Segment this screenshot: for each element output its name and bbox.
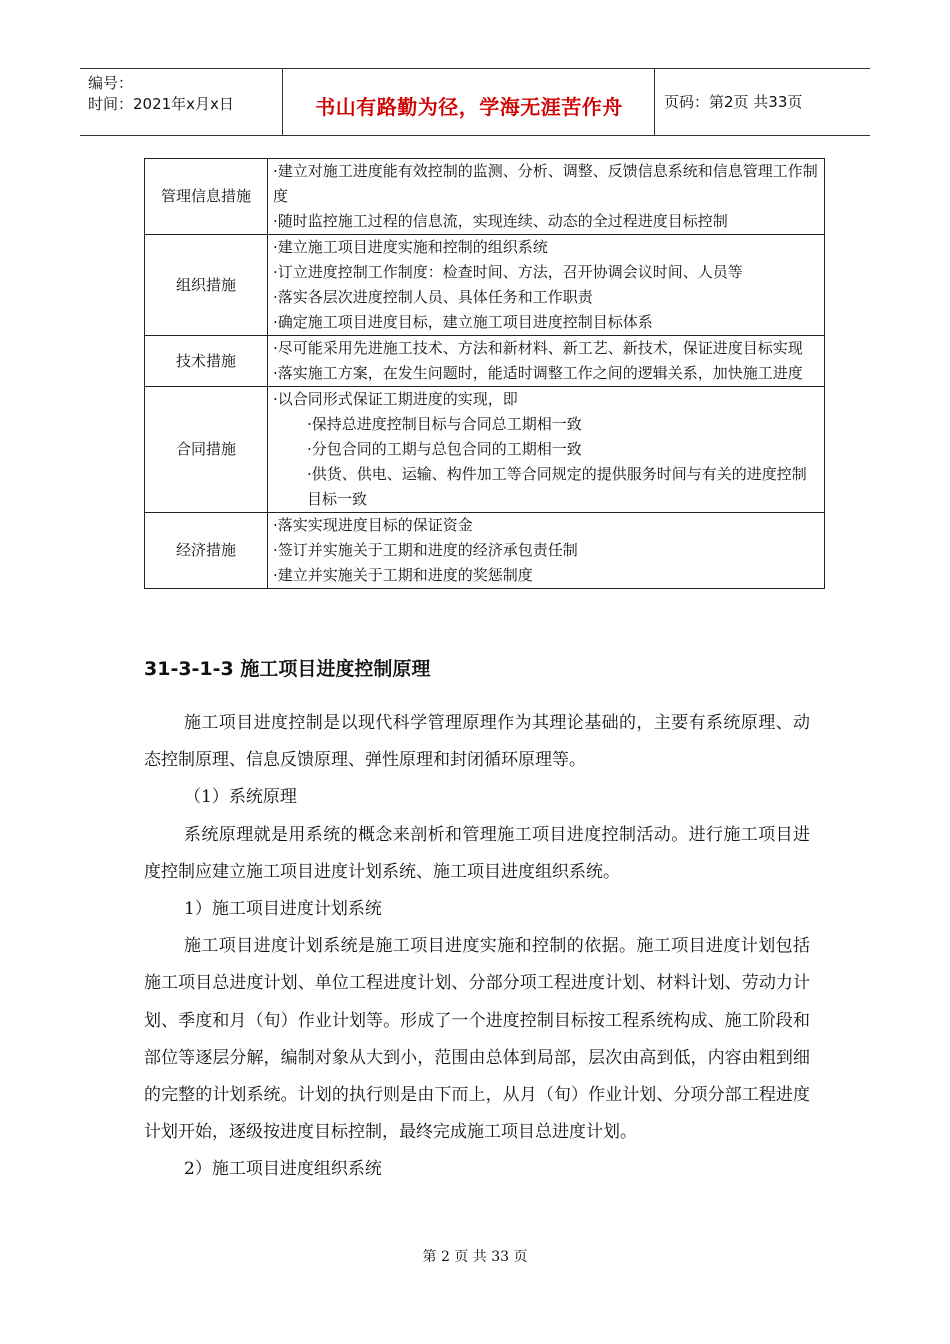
page-footer: 第 2 页 共 33 页 [422,1249,528,1265]
measure-item: ·建立施工项目进度实施和控制的组织系统 [273,238,548,256]
measure-item: ·随时监控施工过程的信息流，实现连续、动态的全过程进度目标控制 [273,212,728,230]
measure-item: ·以合同形式保证工期进度的实现，即 [273,390,518,408]
measure-item: ·保持总进度控制目标与合同总工期相一致 [307,415,582,433]
measure-item: ·落实实现进度目标的保证资金 [273,516,473,534]
measure-item: ·分包合同的工期与总包合同的工期相一致 [307,440,582,458]
measure-items [268,235,825,336]
measure-category: 经济措施 [145,513,268,589]
measure-items [268,387,825,513]
header-divider [282,69,283,135]
header-page-info: 页码：第2页 共33页 [664,93,803,111]
measure-items [268,336,825,387]
header-divider [654,69,655,135]
body-paragraph: 施工项目进度计划系统是施工项目进度实施和控制的依据。施工项目进度计划包括施工项目总进度计划、单位工程进度计划、分部分项工程进度计划、材料计划、劳动力计划、季度和月（旬）作业计划等。形成了一个进度控制目标按工程系统构成、施工阶段和部位等逐层分解，编制对象从大到小，范围由总体到局部，层次由高到低，内容由粗到细的完整的计划系统。计划的执行则是由下而上，从月（旬）作业计划、分项分部工程进度计划开始，逐级按进度目标控制，最终完成施工项目总进度计划。 [144,936,810,1143]
progress-control-measures-table [144,158,825,589]
table-row [145,159,825,235]
document-number-label: 编号： [88,74,134,92]
measure-items [268,159,825,235]
measure-item: ·落实施工方案，在发生问题时，能适时调整工作之间的逻辑关系，加快施工进度 [273,364,803,382]
body-paragraph: 系统原理就是用系统的概念来剖析和管理施工项目进度控制活动。进行施工项目进度控制应建立施工项目进度计划系统、施工项目进度组织系统。 [144,824,810,882]
measure-items [268,513,825,589]
measure-item: ·落实各层次进度控制人员、具体任务和工作职责 [273,288,593,306]
page-header [80,68,870,136]
body-paragraph: 施工项目进度控制是以现代科学管理原理作为其理论基础的，主要有系统原理、动态控制原理、信息反馈原理、弹性原理和封闭循环原理等。 [144,713,810,771]
body-paragraph: 1）施工项目进度计划系统 [184,899,382,920]
measure-item: ·供货、供电、运输、构件加工等合同规定的提供服务时间与有关的进度控制目标一致 [307,465,807,508]
document-date: 时间：2021年x月x日 [88,95,234,113]
measure-category: 组织措施 [145,235,268,336]
header-meta [88,73,284,115]
measure-category: 管理信息措施 [145,159,268,235]
measure-item: ·建立对施工进度能有效控制的监测、分析、调整、反馈信息系统和信息管理工作制度 [273,162,818,205]
measure-category: 合同措施 [145,387,268,513]
table-row [145,387,825,513]
measure-item: ·尽可能采用先进施工技术、方法和新材料、新工艺、新技术，保证进度目标实现 [273,339,803,357]
body-paragraph: 2）施工项目进度组织系统 [184,1159,382,1180]
measure-item: ·订立进度控制工作制度：检查时间、方法，召开协调会议时间、人员等 [273,263,743,281]
table-row [145,235,825,336]
measure-item: ·建立并实施关于工期和进度的奖惩制度 [273,566,533,584]
measure-category: 技术措施 [145,336,268,387]
body-paragraph: （1）系统原理 [184,787,297,808]
table-row [145,336,825,387]
measure-item: ·确定施工项目进度目标，建立施工项目进度控制目标体系 [273,313,653,331]
section-heading: 31-3-1-3 施工项目进度控制原理 [144,658,431,680]
measures-table-body [145,159,825,589]
header-motto: 书山有路勤为径，学海无涯苦作舟 [315,95,623,119]
table-row [145,513,825,589]
measure-item: ·签订并实施关于工期和进度的经济承包责任制 [273,541,578,559]
section-body [144,705,810,1189]
